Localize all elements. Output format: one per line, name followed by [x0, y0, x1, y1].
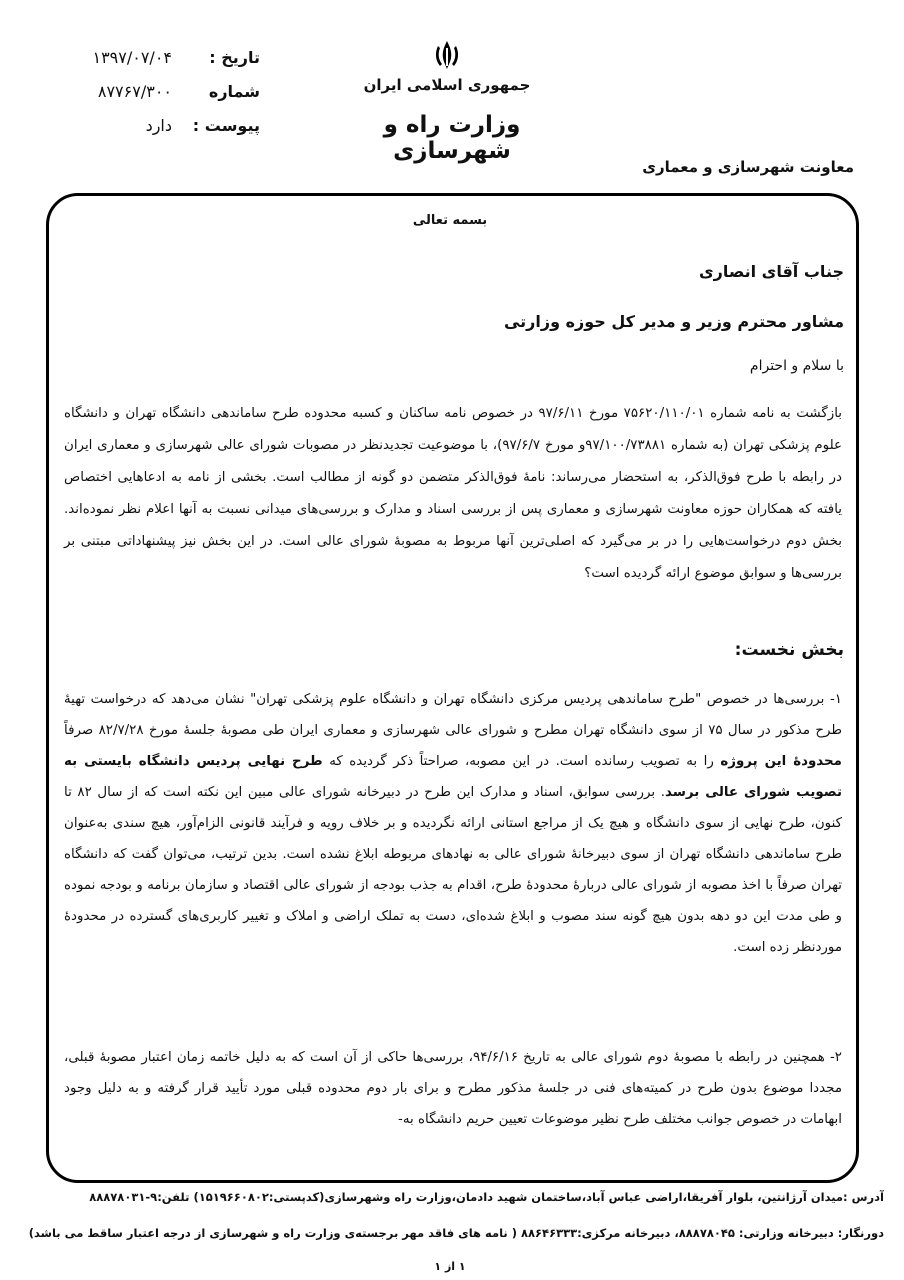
attachment-row [60, 116, 260, 150]
ministry-name: وزارت راه و شهرسازی [383, 112, 521, 164]
attachment-label: پیوست : [192, 116, 260, 135]
section-heading: بخش نخست: [734, 640, 844, 660]
footer-address: آدرس :میدان آرژانتین، بلوار آفریقا،اراضی عباس آباد،ساختمان شهید دادمان،وزارت راه وشهرسازی(کدپستی:۱۵۱۹۶۶۰۸۰۲) تلفن:۹-۸۸۸۷۸۰۳۱ [89, 1190, 884, 1204]
iran-emblem-icon [430, 38, 464, 72]
p2-text-c: را به تصویب رسانده است. در این مصوبه، صراحتاً ذکر گردیده که [322, 754, 721, 769]
greeting: با سلام و احترام [749, 358, 844, 374]
footer-fax: دورنگار: دبیرخانه وزارتی: ۸۸۸۷۸۰۴۵، دبیرخانه مرکزی:۸۸۶۴۶۳۳۳ ( نامه های فاقد مهر برجسته‌ی وزارت راه و شهرسازی از درجه اعتبار ساقط می باشد) [28, 1226, 884, 1240]
recipient-title: مشاور محترم وزیر و مدیر کل حوزه وزارتی [503, 312, 844, 331]
number-value: ۸۷۷۶۷/۳۰۰ [97, 82, 172, 101]
page-number: ۱ از ۱ [434, 1260, 466, 1273]
p2-text-a: ۱- بررسی‌ها در خصوص "طرح ساماندهی پردیس مرکزی دانشگاه تهران و دانشگاه علوم پزشکی تهران" نشان می‌دهد که درخواست تهیهٔ طرح مذکور در سال ۷۵ از سوی دانشگاه تهران مطرح و شورای عالی شهرسازی و معماری ایران طی مصوبهٔ جلسهٔ مورخ ۸۲/۷/۲۸ صرفاً [64, 692, 843, 738]
country-name: جمهوری اسلامی ایران [363, 76, 531, 94]
paragraph-intro: بازگشت به نامه شماره ۷۵۶۲۰/۱۱۰/۰۱ مورخ ۹۷/۶/۱۱ در خصوص نامه ساکنان و کسبه محدوده طرح ساماندهی دانشگاه تهران و دانشگاه علوم پزشکی تهران (به شماره ۹۷/۱۰۰/۷۳۸۸۱و مورخ ۹۷/۶/۷)، با موضوعیت تجدیدنظر در مصوبات شورای عالی شهرسازی و معماری ایران در رابطه با طرح فوق‌الذکر، به استحضار می‌رساند: نامهٔ فوق‌الذکر متضمن دو گونه از مطالب است. بخشی از نامه به ادعاهایی اختصاص یافته که همکاران حوزه معاونت شهرسازی و معماری پس از بررسی اسناد و مدارک و بررسی‌های میدانی نسبت به آنها اعلام نظر نموده‌اند. بخش دوم درخواست‌هایی را در بر می‌گیرد که اصلی‌ترین آنها مربوط به مصوبهٔ شورای عالی است. در این بخش نیز پیشنهاداتی مبتنی بر بررسی‌ها و سوابق موضوع ارائه گردیده است؟ [64, 406, 842, 581]
number-row [60, 82, 260, 116]
letter-meta [60, 48, 260, 150]
date-row [60, 48, 260, 82]
paragraph-item-2: ۲- همچنین در رابطه با مصوبهٔ دوم شورای عالی به تاریخ ۹۴/۶/۱۶، بررسی‌ها حاکی از آن است که به دلیل خاتمه زمان اعتبار مصوبهٔ قبلی، مجددا موضوع بدون طرح در کمیته‌های فنی در جلسهٔ مذکور مطرح و برای بار دوم محدوده قبلی مورد تأیید قرار گرفته و به دلیل وجود ابهامات در خصوص جوانب مختلف طرح نظیر موضوعات تعیین حریم دانشگاه به‌- [64, 1050, 842, 1127]
date-value: ۱۳۹۷/۰۷/۰۴ [92, 48, 172, 67]
recipient: جناب آقای انصاری [698, 262, 844, 281]
p2-bold-scope: محدودهٔ این پروژه [720, 754, 842, 769]
p2-text-d: . بررسی سوابق، اسناد و مدارک این طرح در دبیرخانه شورای عالی مبین این نکته است که از سال ۸۲ تا کنون، طرح نهایی از سوی دانشگاه و هیچ یک از مراجع استانی ارائه نگردیده و بر خلاف رویه و فرآیند قانونی الزام‌آور، هیچ سندی به‌عنوان طرح ساماندهی دانشگاه تهران از سوی دبیرخانهٔ شورای عالی به نهادهای مربوطه ابلاغ نشده است. بدین ترتیب، می‌توان گفت که دانشگاه تهران صرفاً با اخذ مصوبه از شورای عالی دربارهٔ محدودهٔ طرح، اقدام به جذب بودجه از شورای عالی اقتصاد و سازمان برنامه و بودجه نموده و طی مدت این دو دهه بدون هیچ گونه سند مصوب و ابلاغ شده‌ای، دست به تملک اراضی و املاک و تغییر کاربری‌های گسترده در محدودهٔ موردنظر زده است. [64, 785, 842, 955]
p2-bold-final-plan: طرح نهایی پردیس دانشگاه بایستی به تصویب شورای عالی برسد [64, 754, 842, 800]
deputy-name: معاونت شهرسازی و معماری [642, 158, 854, 176]
number-label: شماره [208, 82, 260, 101]
paragraph-item-1 [64, 684, 842, 963]
basmala: بسمه تعالی [412, 213, 488, 228]
date-label: تاریخ : [209, 48, 260, 67]
attachment-value: دارد [145, 116, 172, 135]
